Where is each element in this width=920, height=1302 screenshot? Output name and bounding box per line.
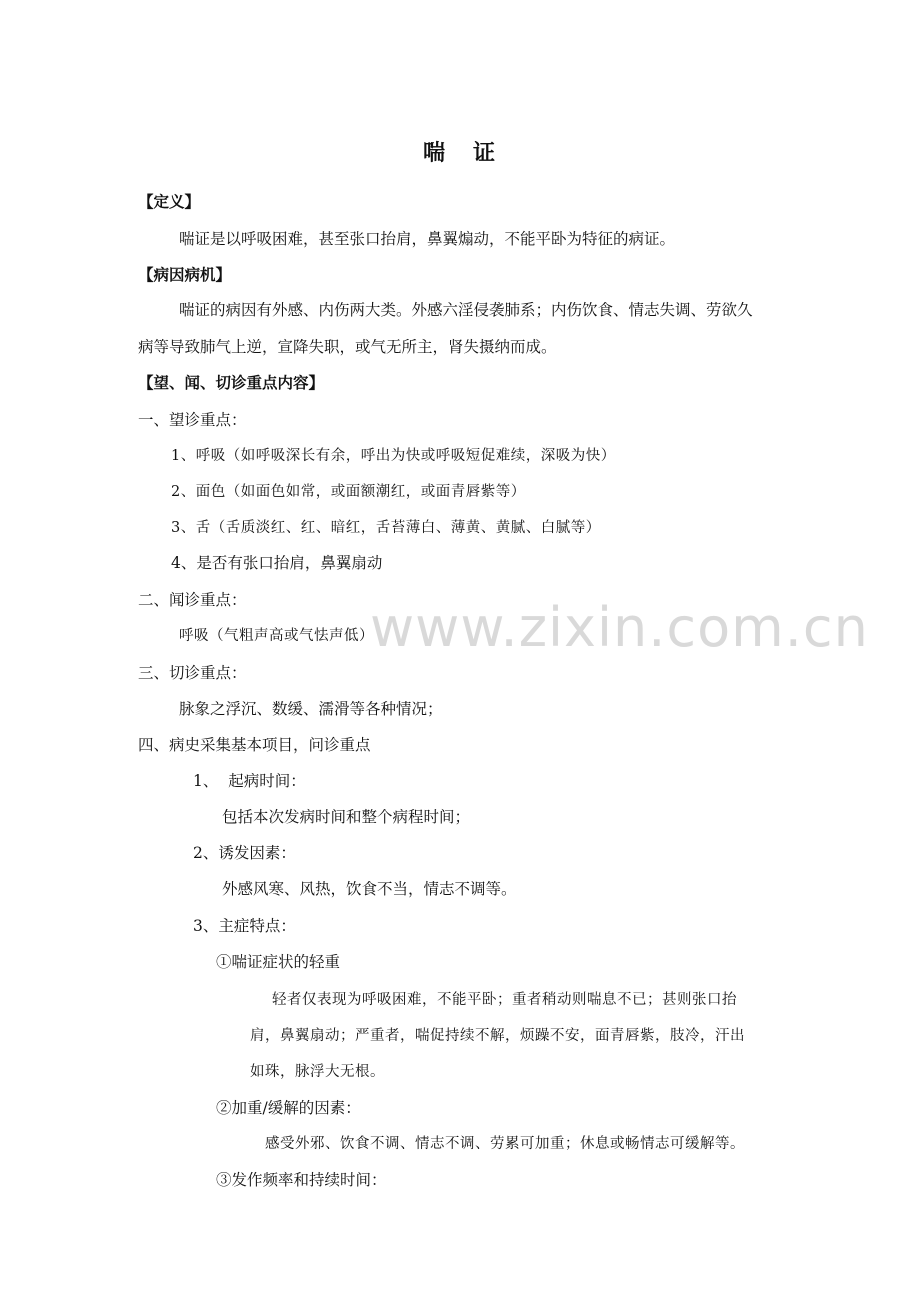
listening-text: 呼吸（气粗声高或气怯声低） [179,628,374,644]
trigger-text: 外感风寒、风热，饮食不当，情志不调等。 [222,880,517,898]
severity-text-line3: 如珠，脉浮大无根。 [250,1064,385,1080]
etiology-text-line1: 喘证的病因有外感、内伤两大类。外感六淫侵袭肺系；内伤饮食、情志失调、劳欲久 [179,301,753,319]
history-heading: 四、病史采集基本项目，问诊重点 [138,736,371,754]
inspection-item: 2、面色（如面色如常，或面额潮红，或面青唇紫等） [171,484,526,500]
inspection-item: 3、舌（舌质淡红、红、暗红，舌苔薄白、薄黄、黄腻、白腻等） [171,520,601,536]
onset-text: 包括本次发病时间和整个病程时间； [222,808,471,826]
listening-heading: 二、闻诊重点： [138,591,247,609]
definition-heading: 【定义】 [138,193,201,211]
features-heading: 3、主症特点： [193,917,296,935]
factors-heading: ②加重/缓解的因素： [216,1099,361,1117]
severity-text-line2: 肩，鼻翼扇动；严重者，喘促持续不解，烦躁不安，面青唇紫，肢冷，汗出 [250,1028,745,1044]
factors-text: 感受外邪、饮食不调、情志不调、劳累可加重；休息或畅情志可缓解等。 [265,1136,745,1152]
inspection-item: 1、呼吸（如呼吸深长有余，呼出为快或呼吸短促难续，深吸为快） [171,448,616,464]
trigger-heading: 2、诱发因素： [193,844,296,862]
etiology-heading: 【病因病机】 [138,266,232,284]
severity-text-line1: 轻者仅表现为呼吸困难，不能平卧；重者稍动则喘息不已；甚则张口抬 [272,992,737,1008]
palpation-text: 脉象之浮沉、数缓、濡滑等各种情况； [179,700,443,718]
inspection-item: 4、是否有张口抬肩，鼻翼扇动 [171,554,383,572]
definition-text: 喘证是以呼吸困难，甚至张口抬肩，鼻翼煽动，不能平卧为特征的病证。 [179,230,676,248]
diagnosis-heading: 【望、闻、切诊重点内容】 [138,374,325,392]
onset-heading: 1、 起病时间： [193,772,306,790]
page-title: 喘 证 [422,141,498,166]
severity-heading: ①喘证症状的轻重 [216,953,341,971]
palpation-heading: 三、切诊重点： [138,664,247,682]
frequency-heading: ③发作频率和持续时间： [216,1171,387,1189]
watermark: www.zixin.com.cn [370,596,869,659]
etiology-text-line2: 病等导致肺气上逆，宣降失职，或气无所主，肾失摄纳而成。 [138,338,557,356]
inspection-heading: 一、望诊重点： [138,411,247,429]
